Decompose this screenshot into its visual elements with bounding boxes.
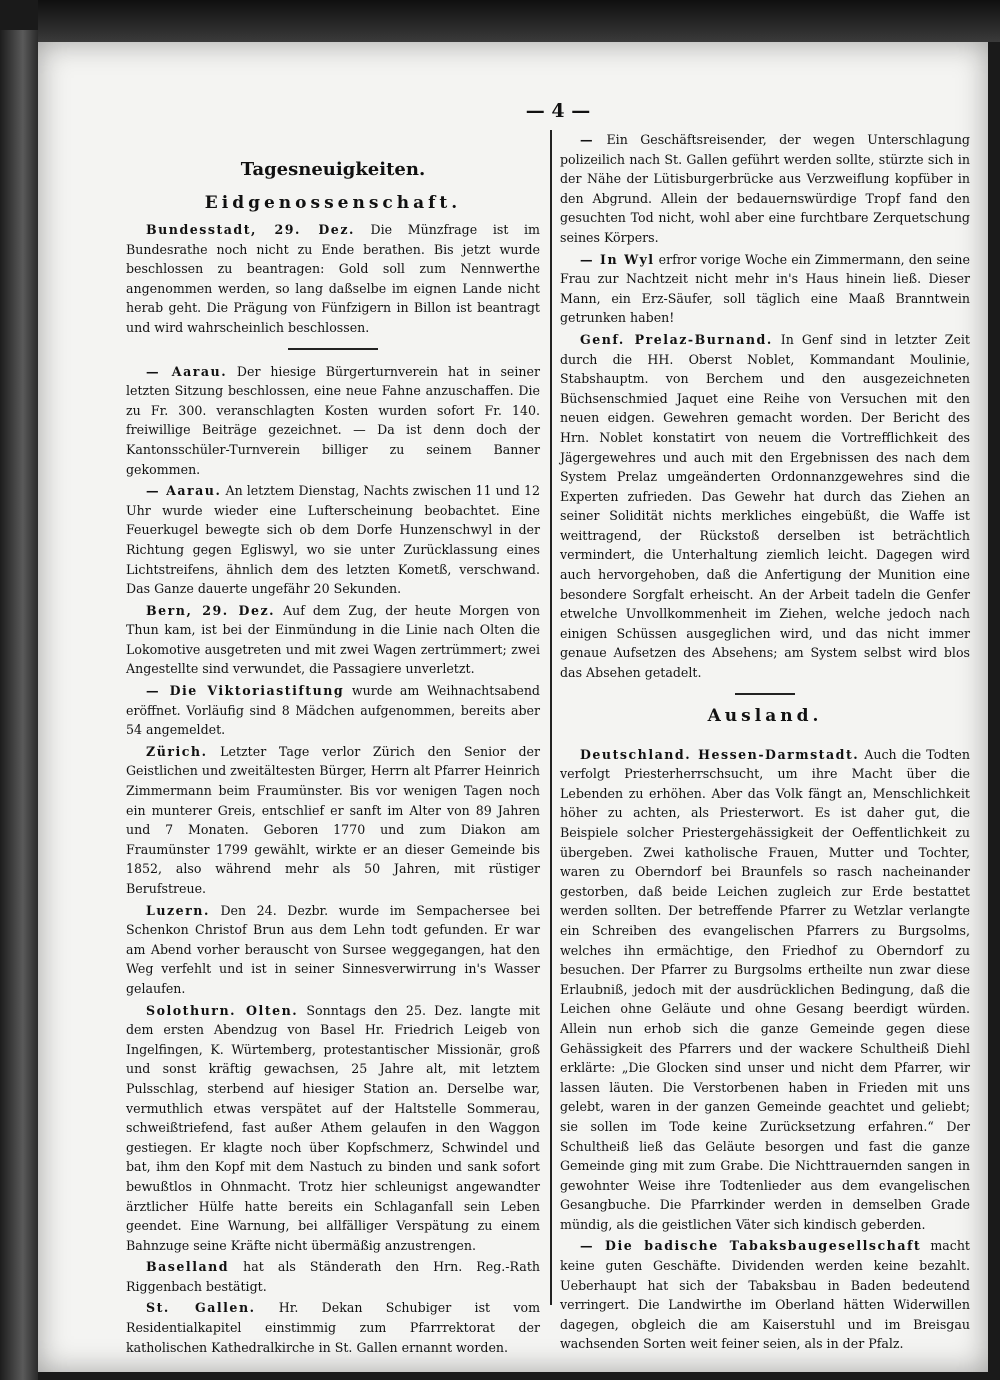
scan-top-edge <box>38 0 1000 42</box>
article <box>560 130 970 248</box>
column-rule <box>550 130 552 1305</box>
divider <box>288 348 378 350</box>
article <box>126 1001 540 1256</box>
article-dateline: — In Wyl <box>580 251 655 267</box>
article-dateline: — Die badische Tabaksbaugesellschaft <box>580 1238 922 1254</box>
article-dateline: — Aarau. <box>146 483 222 499</box>
article-dateline: Baselland <box>146 1259 230 1275</box>
article-text: In Genf sind in letzter Zeit durch die HH. Oberst Noblet, Kommandant Moulinie, Stabshauptm. von Berchem und den ausgezeichneten Büchsenschmied Jaquet eine Reihe von Versuchen mit den neuen eidgen. Gewehren gemacht worden. Der Bericht des Hrn. Noblet konstatirt von neuem die Vortrefflichkeit des Jägergewehres und auch mit den Ergebnissen des nach dem System Prelaz umgeänderten Ordonnanzgewehres sind die Experten zufrieden. Das Gewehr hat durch das Ziehen an seiner Solidität nichts merkliches eingebüßt, die Waffe ist weittragend, der Rückstoß derselben ist beträchtlich vermindert, die Unterhaltung ziemlich leicht. Dagegen wird auch hervorgehoben, daß die Anfertigung der Munition eine besondere Sorgfalt erheischt. An der Arbeit tadeln die Genfer etwelche Unvollkommenheit im Ziehen, welche jedoch nach einigen Schüssen ausgeglichen wird, und das nicht immer genaue Aufsetzen des Absehens; am System selbst wird blos das Absehen getadelt. <box>560 331 970 681</box>
article <box>126 742 540 899</box>
page-number: — 4 — <box>525 100 591 122</box>
article-text: Den 24. Dezbr. wurde im Sempachersee bei Schenkon Christof Brun aus dem Lehn todt gefunden. Er war am Abend vorher berauscht von Sursee weggegangen, hat den Weg verfehlt und ist in seiner Sinnesverwirrung in's Wasser gelaufen. <box>126 902 540 996</box>
scan-left-edge <box>0 30 38 1380</box>
article <box>560 745 970 1235</box>
article <box>126 1257 540 1296</box>
article <box>126 601 540 679</box>
article-text: An letztem Dienstag, Nachts zwischen 11 und 12 Uhr wurde wieder eine Lufterscheinung beobachtet. Eine Feuerkugel bewegte sich ob dem Dorfe Hunzenschwyl in der Richtung gegen Egliswyl, wo sie unter Zurücklassung eines Lichtstreifens, ähnlich dem des letzten Kometß, verschwand. Das Ganze dauerte ungefähr 20 Sekunden. <box>126 483 540 597</box>
article <box>560 250 970 328</box>
article-dateline: St. Gallen. <box>146 1300 256 1316</box>
article-text: Ein Geschäftsreisender, der wegen Unterschlagung polizeilich nach St. Gallen geführt werden sollte, stürzte sich in der Nähe der Lütisburgerbrücke aus Verzweiflung kopfüber in den Abgrund. Allein der bedauernswürdige Tropf fand den gesuchten Tod nicht, wohl aber eine furchtbare Zerquetschung seines Körpers. <box>560 132 970 245</box>
article <box>126 481 540 599</box>
article-dateline: Bundesstadt, 29. Dez. <box>146 222 355 237</box>
article <box>126 681 540 740</box>
section-title-ausland: Ausland. <box>707 705 823 726</box>
article <box>126 220 540 338</box>
article-text: Hr. Dekan Schubiger ist vom Residentialkapitel einstimmig zum Pfarrrektorat der katholischen Kathedralkirche in St. Gallen ernannt worden. <box>126 1300 541 1355</box>
right-column <box>560 130 970 1356</box>
article <box>126 901 540 999</box>
subsection-title-eidgenossenschaft: Eidgenossenschaft. <box>204 193 462 213</box>
article-text: wurde am Weihnachtsabend eröffnet. Vorläufig sind 8 Mädchen aufgenommen, bereits aber 54 angemeldet. <box>126 683 540 738</box>
article-dateline: Bern, 29. Dez. <box>146 602 275 618</box>
article-dateline: Luzern. <box>146 902 210 918</box>
article-dateline: Genf. Prelaz-Burnand. <box>580 331 773 347</box>
divider <box>735 693 795 695</box>
article-text: Der hiesige Bürgerturnverein hat in seiner letzten Sitzung beschlossen, eine neue Fahne anzuschaffen. Die zu Fr. 300. veranschlagten Kosten wurden sofort Fr. 140. freiwillige Beiträge gezeichnet. — Da ist denn doch der Kantonsschüler-Turnverein billiger zu seinem Banner gekommen. <box>126 363 540 477</box>
article-dateline: — <box>580 132 595 147</box>
article-dateline: Solothurn. Olten. <box>146 1002 299 1018</box>
article-text: Letzter Tage verlor Zürich den Senior der Geistlichen und zweitältesten Bürger, Herrn alt Pfarrer Heinrich Zimmermann beim Fraumünster. Bis vor wenigen Tagen noch ein munterer Greis, entschlief er sanft im Alter von 89 Jahren und 7 Monaten. Geboren 1770 und zum Diakon am Fraumünster 1799 gewählt, wirkte er an dieser Gemeinde bis 1852, also während mehr als 50 Jahren, mit rüstiger Berufstreue. <box>126 743 540 896</box>
article-text: Sonntags den 25. Dez. langte mit dem ersten Abendzug von Basel Hr. Friedrich Leigeb von Ingelfingen, K. Würtemberg, protestantischer Missionär, groß und sonst kräftig gewachsen, 25 Jahre alt, mit letztem Pulsschlag, sterbend auf hiesiger Station an. Derselbe war, vermuthlich etwas verspätet auf der Haltstelle Sommerau, schweißtriefend, fast außer Athem gelaufen in den Waggon gestiegen. Er klagte noch über Kopfschmerz, Schwindel und bat, ihm den Kopf mit dem Nastuch zu binden und sank sofort bewußtlos in Ohnmacht. Trotz hier schleunigst angewandter ärztlicher Hülfe hatte bereits ein Schlaganfall sein Leben geendet. Eine Warnung, bei allfälliger Verspätung zu einem Bahnzuge seine Kräfte nicht übermäßig anzustrengen. <box>126 1002 540 1253</box>
article-dateline: — Die Viktoriastiftung <box>146 683 345 699</box>
article-dateline: Deutschland. Hessen-Darmstadt. <box>580 746 860 762</box>
article-dateline: — Aarau. <box>146 363 228 379</box>
article-text: Die Münzfrage ist im Bundesrathe noch nicht zu Ende berathen. Bis jetzt wurde beschlossen zu beantragen: Gold soll zum Nennwerthe angenommen werden, so lang daßselbe im eignen Lande nicht herab geht. Die Prägung von Fünfzigern in Billon ist beantragt und wird wahrscheinlich beschlossen. <box>126 222 540 335</box>
article-text: Auch die Todten verfolgt Priesterherrschsucht, um ihre Macht über die Lebenden zu erhöhen. Aber das Volk fängt an, Menschlichkeit höher zu achten, als Priesterwort. Es ist daher gut, die Beispiele solcher Priestergehässigkeit der Oeffentlichkeit zu übergeben. Zwei katholische Frauen, Mutter und Tochter, waren zu Oberndorf bei Braunfels so rasch nacheinander gestorben, daß beide Leichen zugleich zur Erde bestattet werden sollten. Der betreffende Pfarrer zu Wetzlar verlangte ein Schreiben des evangelischen Pfarrers zu Burgsolms, welches ihn ermächtige, den Friedhof zu Oberndorf zu besuchen. Der Pfarrer zu Burgsolms ertheilte nun zwar diese Erlaubniß, jedoch mit der ausdrücklichen Bedingung, daß die Leichen ohne Geläute und ohne Gesang beerdigt würden. Allein nun erhob sich die ganze Gemeinde gegen diese Gehässigkeit des Pfarrers und der wackere Schultheiß Diehl erklärte: „Die Glocken sind unser und nicht dem Pfarrer, wir lassen läuten. Die Verstorbenen haben in Frieden mit uns gelebt, waren in der ganzen Gemeinde geachtet und geliebt; sie sollen im Tode keine Zurücksetzung erfahren.“ Der Schultheiß ließ das Geläute besorgen und fast die ganze Gemeinde ging mit zum Grabe. Die Nichttrauernden sangen in gewohnter Weise ihre Todtenlieder aus dem evangelischen Gesangbuche. Die Pfarrkinder werden in demselben Grade mündig, als die geistlichen Väter sich kindisch geberden. <box>560 746 970 1232</box>
left-column <box>126 130 540 1359</box>
article-text: macht keine guten Geschäfte. Dividenden werden keine bezahlt. Ueberhaupt hat sich der Tabaksbau in Baden bedeutend verringert. Die Landwirthe im Oberland hätten Widerwillen dagegen, obgleich die am Kaiserstuhl und im Breisgau wachsenden Sorten weit feiner seien, als in der Pfalz. <box>560 1238 970 1352</box>
article-text: hat als Ständerath den Hrn. Reg.-Rath Riggenbach bestätigt. <box>126 1259 540 1294</box>
article-text: erfror vorige Woche ein Zimmermann, den seine Frau zur Nachtzeit nicht mehr in's Haus hinein ließ. Dieser Mann, ein Erz-Säufer, soll täglich eine Maaß Branntwein getrunken haben! <box>560 251 970 326</box>
article-dateline: Zürich. <box>146 743 208 759</box>
article <box>126 1298 540 1357</box>
article <box>560 330 970 683</box>
section-title-tagesneuigkeiten: Tagesneuigkeiten. <box>240 159 426 180</box>
article-text: Auf dem Zug, der heute Morgen von Thun kam, ist bei der Einmündung in die Linie nach Olten die Lokomotive ausgetreten und mit zwei Wagen zertrümmert; zwei Angestellte sind verwundet, die Passagiere unverletzt. <box>126 602 540 677</box>
article <box>126 362 540 480</box>
article <box>560 1236 970 1354</box>
